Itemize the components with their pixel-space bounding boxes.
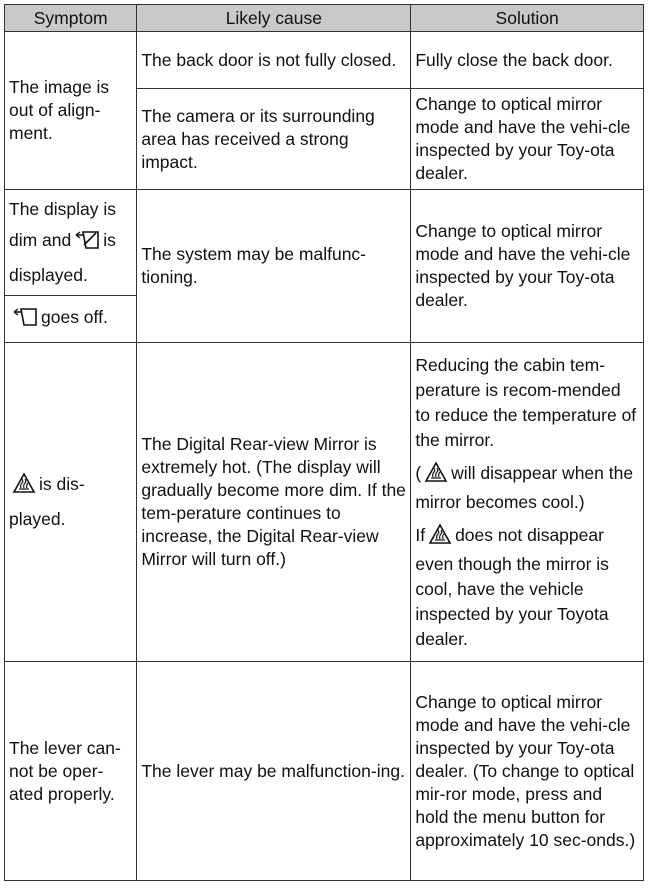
- solution-paragraph: Reducing the cabin tem-perature is recom-mended to reduce the temperature of the mirror.: [415, 354, 637, 450]
- solution-paragraph: [415, 523, 639, 652]
- solution-cell: Change to optical mirror mode and have the vehi-cle inspected by your Toy-ota dealer. (To change to optical mir-ror mode, press and hold the menu button for approximately 10 sec-onds.): [411, 662, 644, 881]
- mirror-camera-icon: [12, 307, 38, 333]
- symptom-cell: [5, 296, 137, 343]
- solution-cell: [411, 343, 644, 662]
- troubleshooting-table: [4, 4, 644, 881]
- table-row: [5, 662, 644, 881]
- table-header-row: [5, 5, 644, 32]
- mirror-camera-warning-icon: [74, 229, 100, 260]
- solution-paragraph: [415, 461, 639, 515]
- cause-cell: The system may be malfunc-tioning.: [137, 190, 411, 343]
- cause-cell: The lever may be malfunction-ing.: [137, 662, 411, 881]
- table-row: [5, 190, 644, 296]
- cause-cell: The camera or its surrounding area has received a strong impact.: [137, 89, 411, 190]
- symptom-text: is displayed.: [9, 230, 116, 285]
- table-row: [5, 343, 644, 662]
- table-row: [5, 32, 644, 89]
- high-temperature-warning-icon: [424, 461, 448, 490]
- solution-text: does not disappear even though the mirror is cool, have the vehicle inspected by your Toyota dealer.: [415, 524, 609, 649]
- header-likely-cause: Likely cause: [137, 5, 411, 32]
- solution-text: (: [415, 462, 422, 483]
- header-solution: Solution: [411, 5, 644, 32]
- cause-cell: The back door is not fully closed.: [137, 32, 411, 89]
- header-symptom: Symptom: [5, 5, 137, 32]
- symptom-cell: The lever can-not be oper-ated properly.: [5, 662, 137, 881]
- solution-cell: Change to optical mirror mode and have the vehi-cle inspected by your Toy-ota dealer.: [411, 190, 644, 343]
- symptom-text: The display is dim and: [9, 199, 116, 250]
- solution-cell: Fully close the back door.: [411, 32, 644, 89]
- solution-text: If: [415, 524, 426, 545]
- solution-cell: Change to optical mirror mode and have the vehi-cle inspected by your Toy-ota dealer.: [411, 89, 644, 190]
- symptom-text: goes off.: [41, 306, 108, 327]
- symptom-cell: The image is out of align-ment.: [5, 32, 137, 190]
- symptom-cell: [5, 343, 137, 662]
- symptom-cell: [5, 190, 137, 296]
- high-temperature-warning-icon: [12, 472, 36, 504]
- solution-text: will disappear when the mirror becomes cool.): [415, 462, 634, 512]
- symptom-text: is dis-played.: [9, 474, 85, 529]
- high-temperature-warning-icon: [428, 523, 452, 552]
- cause-cell: The Digital Rear-view Mirror is extremely hot. (The display will gradually become more dim. If the tem-perature continues to increase, the Digital Rear-view Mirror will turn off.): [137, 343, 411, 662]
